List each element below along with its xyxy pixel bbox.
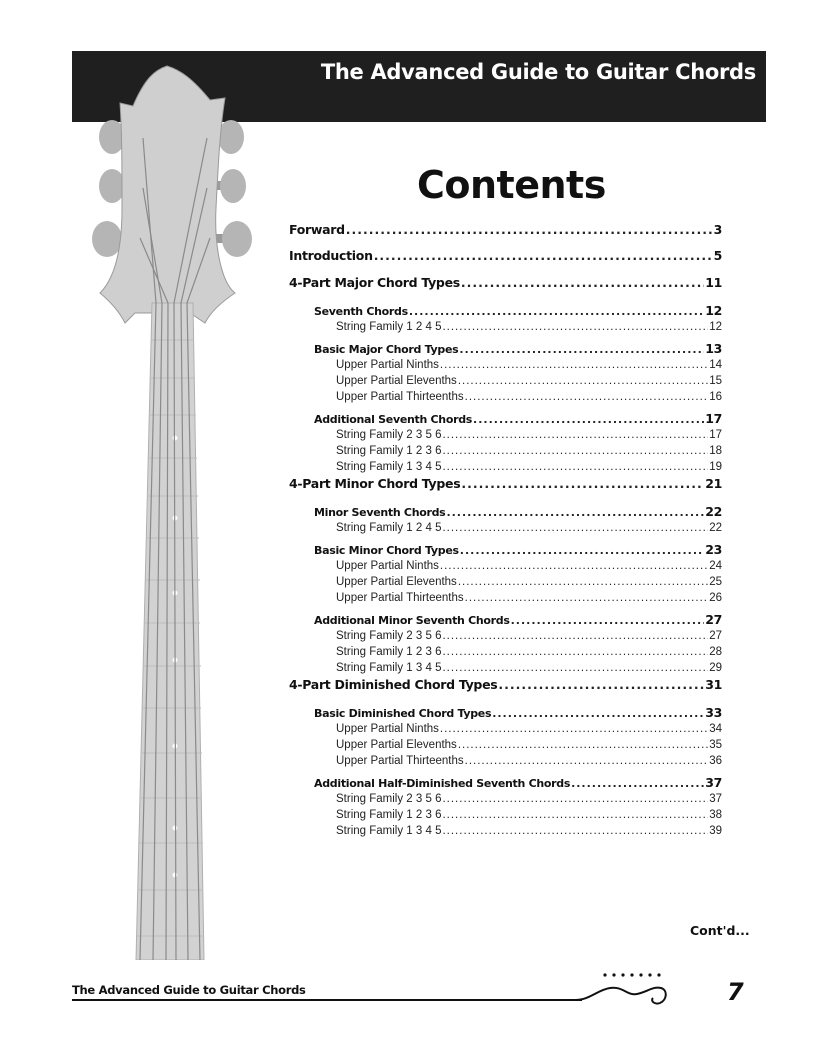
toc-entry-page: 23: [705, 542, 722, 557]
toc-dot-leader: [511, 613, 705, 629]
toc-entry[interactable]: [289, 721, 722, 737]
toc-dot-leader: [442, 644, 708, 660]
toc-entry-page: 25: [709, 576, 722, 588]
toc-dot-leader: [458, 373, 708, 389]
toc-entry[interactable]: [289, 411, 722, 427]
toc-dot-leader: [374, 247, 713, 265]
toc-entry-label: Upper Partial Thirteenths: [336, 592, 464, 604]
toc-entry-label: 4-Part Minor Chord Types: [289, 476, 461, 491]
toc-entry-label: String Family 1 3 4 5: [336, 662, 442, 674]
toc-entry[interactable]: [289, 628, 722, 644]
toc-dot-leader: [442, 791, 708, 807]
toc-dot-leader: [498, 676, 704, 694]
toc-entry-page: 35: [709, 739, 722, 751]
toc-entry[interactable]: [289, 574, 722, 590]
toc-dot-leader: [461, 274, 704, 292]
toc-dot-leader: [409, 304, 704, 320]
toc-entry-label: String Family 2 3 5 6: [336, 630, 442, 642]
toc-entry[interactable]: [289, 676, 722, 703]
toc-entry-label: Upper Partial Ninths: [336, 560, 439, 572]
toc-entry[interactable]: [289, 459, 722, 475]
toc-entry[interactable]: [289, 542, 722, 558]
toc-dot-leader: [492, 706, 704, 722]
toc-entry[interactable]: [289, 274, 722, 301]
toc-entry-label: Additional Seventh Chords: [314, 413, 473, 426]
toc-entry-page: 11: [705, 275, 722, 290]
toc-entry[interactable]: [289, 520, 722, 536]
toc-dot-leader: [446, 505, 704, 521]
toc-entry[interactable]: [289, 737, 722, 753]
toc-entry-page: 21: [705, 476, 722, 491]
toc-entry-page: 37: [709, 793, 722, 805]
toc-dot-leader: [458, 574, 708, 590]
toc-entry-label: String Family 2 3 5 6: [336, 429, 442, 441]
toc-entry-page: 31: [705, 677, 722, 692]
toc-entry[interactable]: [289, 373, 722, 389]
toc-entry-label: Upper Partial Ninths: [336, 723, 439, 735]
toc-entry[interactable]: [289, 357, 722, 373]
toc-dot-leader: [459, 342, 704, 358]
toc-dot-leader: [440, 357, 708, 373]
toc-entry[interactable]: [289, 303, 722, 319]
toc-dot-leader: [571, 776, 704, 792]
toc-entry-page: 22: [705, 504, 722, 519]
toc-entry-page: 17: [705, 411, 722, 426]
toc-dot-leader: [442, 823, 708, 839]
toc-dot-leader: [460, 543, 704, 559]
toc-entry-page: 26: [709, 592, 722, 604]
toc-entry-label: String Family 1 2 4 5: [336, 321, 442, 333]
toc-entry-page: 13: [705, 341, 722, 356]
toc-entry-label: Upper Partial Elevenths: [336, 375, 457, 387]
toc-entry[interactable]: [289, 341, 722, 357]
toc-entry-page: 3: [713, 222, 722, 237]
toc-entry[interactable]: [289, 389, 722, 405]
toc-dot-leader: [442, 660, 708, 676]
footer-rule: [72, 999, 582, 1001]
toc-entry-label: String Family 1 3 4 5: [336, 461, 442, 473]
toc-entry-page: 39: [709, 825, 722, 837]
toc-dot-leader: [346, 221, 713, 239]
toc-entry-label: 4-Part Major Chord Types: [289, 275, 460, 290]
toc-entry-label: Upper Partial Elevenths: [336, 576, 457, 588]
toc-entry-label: Additional Half-Diminished Seventh Chords: [314, 777, 571, 790]
toc-entry-label: String Family 1 2 3 6: [336, 809, 442, 821]
toc-entry-page: 38: [709, 809, 722, 821]
toc-entry-page: 22: [709, 522, 722, 534]
toc-dot-leader: [440, 721, 708, 737]
toc-entry[interactable]: [289, 558, 722, 574]
toc-dot-leader: [440, 558, 708, 574]
toc-entry[interactable]: [289, 247, 722, 274]
toc-entry-page: 12: [709, 321, 722, 333]
toc-entry-page: 28: [709, 646, 722, 658]
toc-entry[interactable]: [289, 427, 722, 443]
toc-entry-page: 15: [709, 375, 722, 387]
toc-entry-page: 29: [709, 662, 722, 674]
toc-entry-page: 34: [709, 723, 722, 735]
toc-entry-page: 19: [709, 461, 722, 473]
toc-dot-leader: [442, 427, 708, 443]
toc-entry[interactable]: [289, 660, 722, 676]
page-title: Contents: [417, 163, 606, 207]
toc-entry-page: 16: [709, 391, 722, 403]
toc-dot-leader: [473, 412, 704, 428]
toc-entry[interactable]: [289, 644, 722, 660]
toc-entry-label: Basic Minor Chord Types: [314, 544, 459, 557]
toc-entry-page: 27: [705, 612, 722, 627]
toc-entry[interactable]: [289, 443, 722, 459]
toc-entry-page: 36: [709, 755, 722, 767]
toc-dot-leader: [442, 319, 708, 335]
toc-entry-label: Basic Major Chord Types: [314, 343, 459, 356]
header-title: The Advanced Guide to Guitar Chords: [320, 60, 756, 84]
toc-entry-page: 33: [705, 705, 722, 720]
toc-entry[interactable]: [289, 504, 722, 520]
toc-entry-label: Basic Diminished Chord Types: [314, 707, 492, 720]
toc-entry[interactable]: [289, 612, 722, 628]
toc-entry-page: 18: [709, 445, 722, 457]
toc-entry-label: Seventh Chords: [314, 305, 408, 318]
toc-dot-leader: [442, 807, 708, 823]
toc-entry-page: 24: [709, 560, 722, 572]
footer-title: The Advanced Guide to Guitar Chords: [72, 983, 306, 997]
toc-dot-leader: [465, 753, 709, 769]
toc-entry-label: Upper Partial Ninths: [336, 359, 439, 371]
toc-entry[interactable]: [289, 475, 722, 502]
toc-entry-label: Minor Seventh Chords: [314, 506, 446, 519]
toc-dot-leader: [442, 628, 708, 644]
toc-entry-label: Upper Partial Thirteenths: [336, 755, 464, 767]
continued-note: Cont'd...: [690, 923, 750, 938]
toc-entry[interactable]: [289, 753, 722, 769]
toc-entry-label: String Family 1 2 3 6: [336, 646, 442, 658]
toc-entry-label: String Family 1 2 4 5: [336, 522, 442, 534]
toc-entry-label: Upper Partial Thirteenths: [336, 391, 464, 403]
toc-entry-label: Forward: [289, 222, 345, 237]
toc-entry-page: 12: [705, 303, 722, 318]
toc-dot-leader: [442, 459, 708, 475]
toc-dot-leader: [465, 590, 709, 606]
toc-entry[interactable]: [289, 791, 722, 807]
toc-entry-label: String Family 1 2 3 6: [336, 445, 442, 457]
toc-entry-label: Introduction: [289, 248, 373, 263]
toc-entry-label: Upper Partial Elevenths: [336, 739, 457, 751]
toc-entry[interactable]: [289, 807, 722, 823]
toc-entry-page: 14: [709, 359, 722, 371]
toc-entry-page: 17: [709, 429, 722, 441]
toc-dot-leader: [442, 520, 708, 536]
toc-entry-page: 5: [713, 248, 722, 263]
toc-entry-page: 37: [705, 775, 722, 790]
toc-entry[interactable]: [289, 221, 722, 247]
toc-entry[interactable]: [289, 319, 722, 335]
toc-entry[interactable]: [289, 705, 722, 721]
guitar-neck-illustration: [70, 48, 270, 960]
toc-entry[interactable]: [289, 590, 722, 606]
toc-entry-label: String Family 1 3 4 5: [336, 825, 442, 837]
toc-entry-label: 4-Part Diminished Chord Types: [289, 677, 498, 692]
toc-entry[interactable]: [289, 823, 722, 839]
page-number: 7: [727, 978, 744, 1006]
toc-dot-leader: [465, 389, 709, 405]
toc-entry-label: String Family 2 3 5 6: [336, 793, 442, 805]
toc-entry-label: Additional Minor Seventh Chords: [314, 614, 510, 627]
toc-dot-leader: [458, 737, 708, 753]
footer-guitar-swoosh-icon: [575, 968, 675, 1008]
toc-entry[interactable]: [289, 775, 722, 791]
table-of-contents: [289, 221, 722, 839]
toc-entry-page: 27: [709, 630, 722, 642]
toc-dot-leader: [461, 475, 704, 493]
toc-dot-leader: [442, 443, 708, 459]
